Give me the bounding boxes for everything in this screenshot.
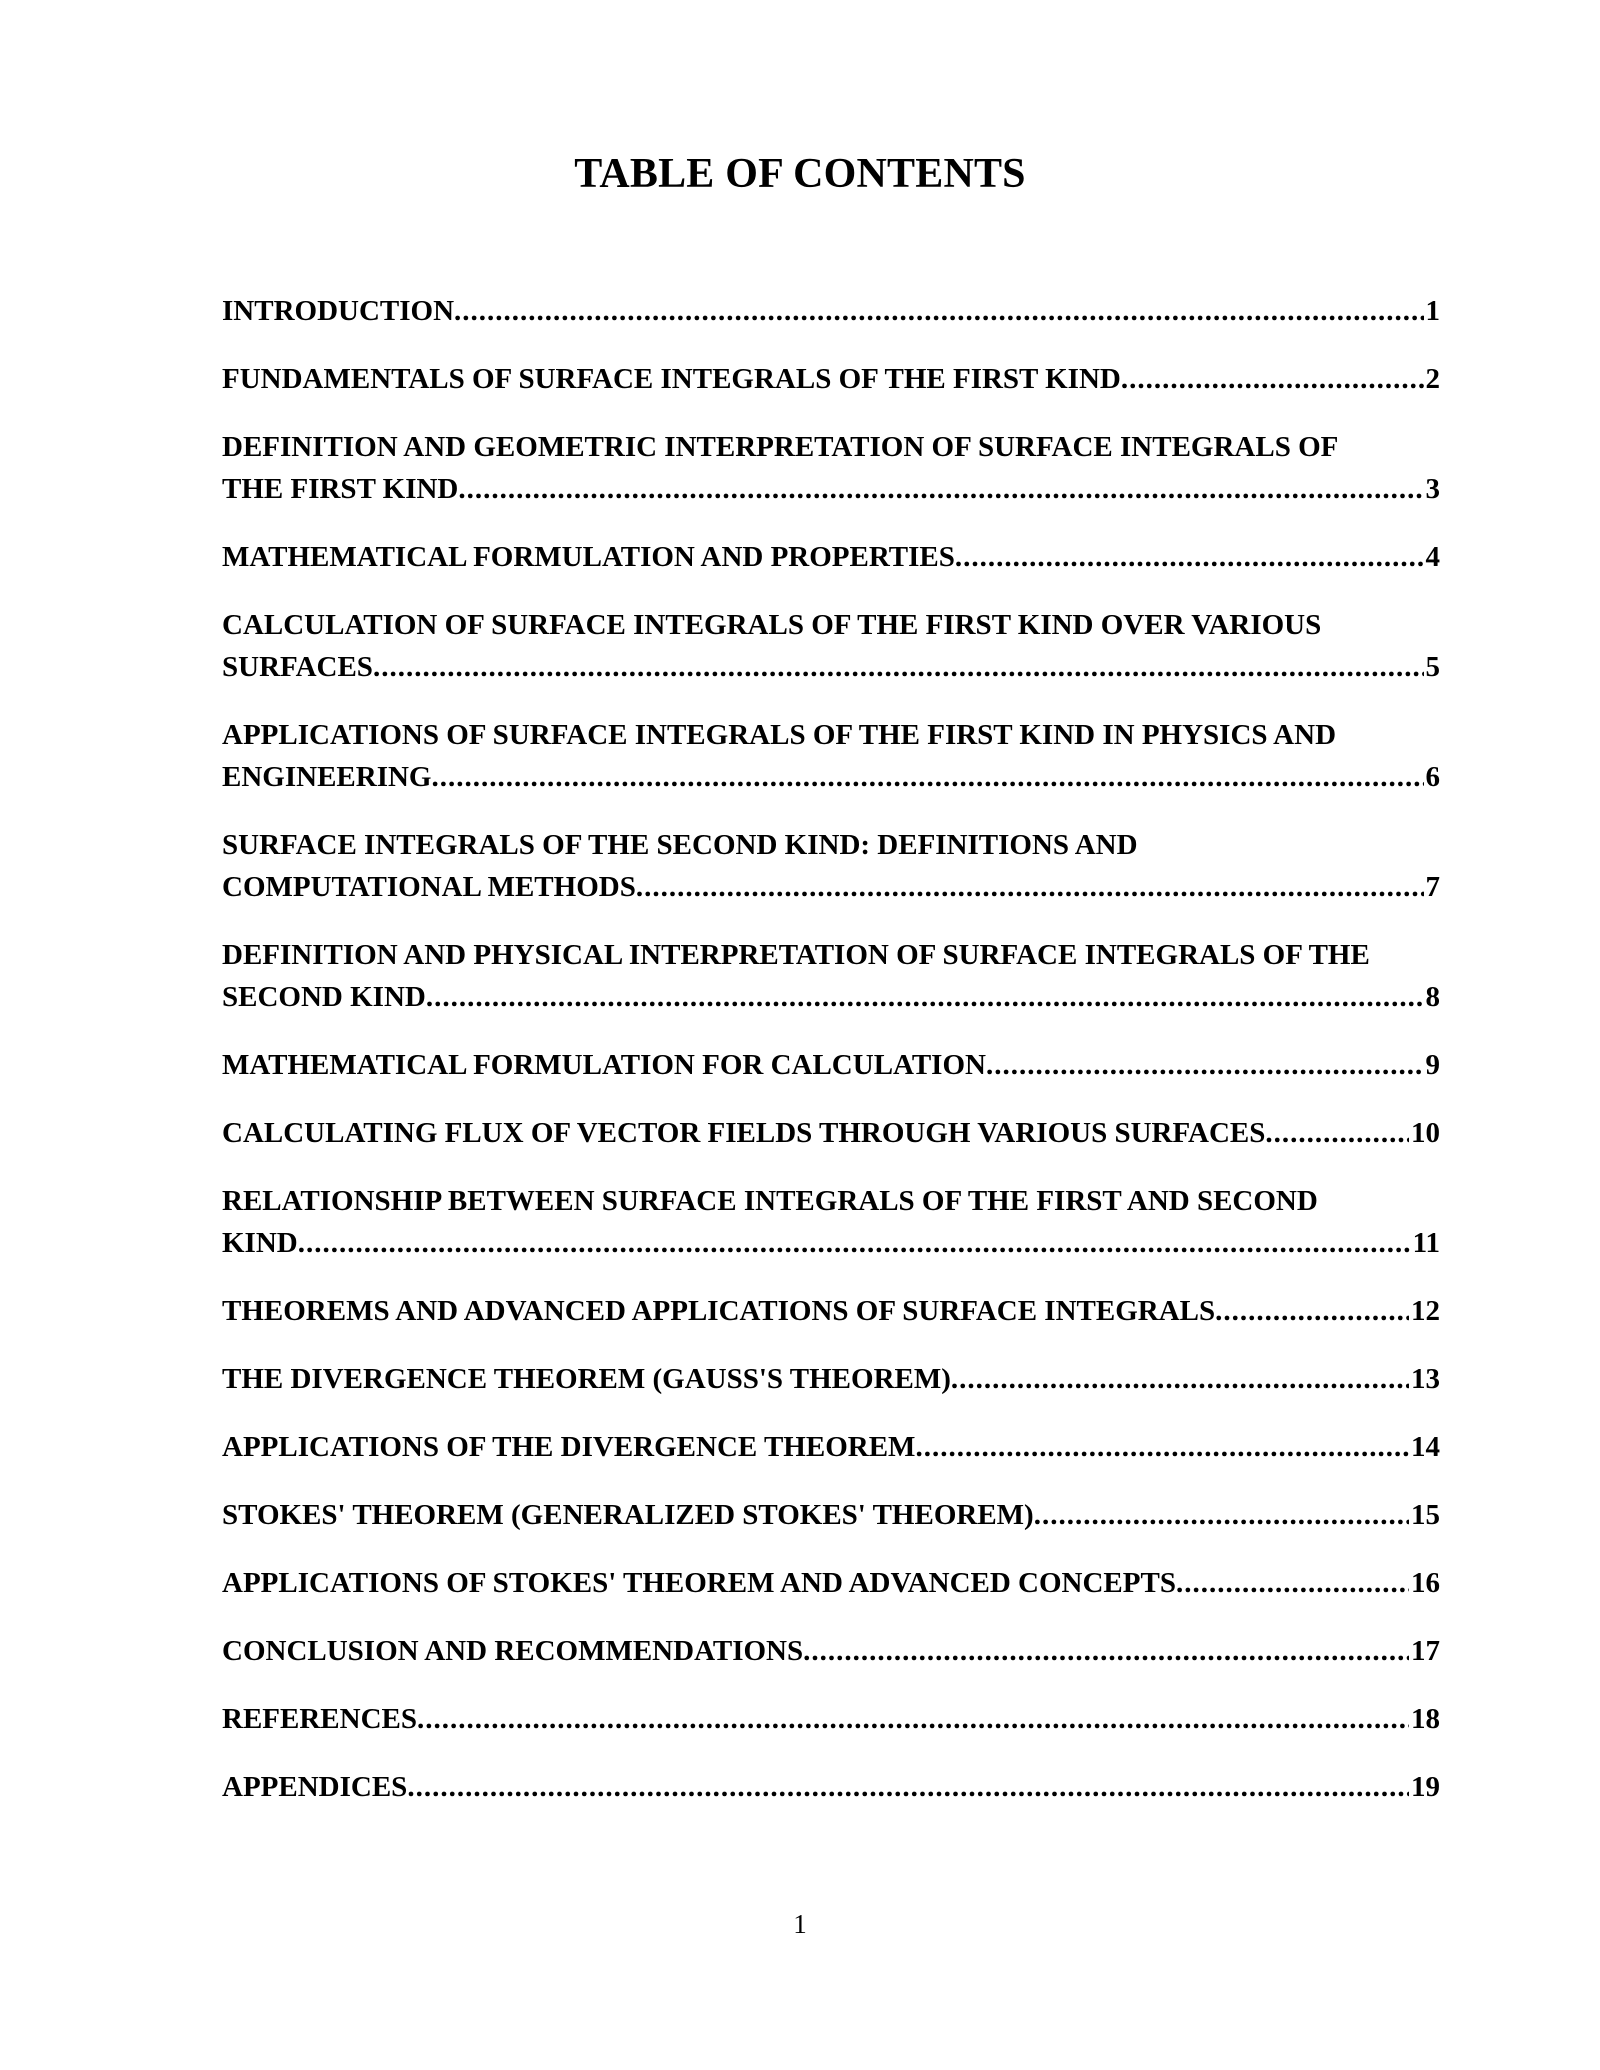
toc-entry[interactable]	[222, 1494, 1440, 1536]
toc-dot-leader	[432, 756, 1424, 798]
toc-entry-title: MATHEMATICAL FORMULATION FOR CALCULATION	[222, 1049, 986, 1081]
toc-page-number: 14	[1411, 1431, 1440, 1463]
toc-entry[interactable]	[222, 1358, 1440, 1400]
toc-entry-line	[222, 866, 1440, 908]
toc-entry[interactable]	[222, 358, 1440, 400]
toc-dot-leader	[915, 1426, 1409, 1468]
toc-page-number: 16	[1411, 1567, 1440, 1599]
toc-entry-line	[222, 1044, 1440, 1086]
toc-entry-title: CONCLUSION AND RECOMMENDATIONS	[222, 1635, 804, 1667]
toc-dot-leader	[407, 1766, 1409, 1808]
toc-entry[interactable]	[222, 1562, 1440, 1604]
toc-entry-line	[222, 468, 1440, 510]
toc-page-number: 17	[1411, 1635, 1440, 1667]
toc-page-number: 15	[1411, 1499, 1440, 1531]
toc-page-number: 1	[1425, 295, 1440, 327]
toc-entry-line	[222, 1766, 1440, 1808]
toc-dot-leader	[426, 976, 1424, 1018]
toc-dot-leader	[417, 1698, 1409, 1740]
toc-dot-leader	[454, 290, 1423, 332]
toc-entry-title-line: APPLICATIONS OF SURFACE INTEGRALS OF THE FIRST KIND IN PHYSICS AND	[222, 719, 1337, 751]
toc-entry-title: MATHEMATICAL FORMULATION AND PROPERTIES	[222, 541, 955, 573]
toc-entry[interactable]	[222, 536, 1440, 578]
toc-entry[interactable]	[222, 1698, 1440, 1740]
toc-dot-leader	[298, 1222, 1411, 1264]
toc-entry-title-line: DEFINITION AND PHYSICAL INTERPRETATION OF SURFACE INTEGRALS OF THE	[222, 939, 1370, 971]
toc-entry-title: APPLICATIONS OF STOKES' THEOREM AND ADVANCED CONCEPTS	[222, 1567, 1176, 1599]
toc-entry-title-line: CALCULATION OF SURFACE INTEGRALS OF THE FIRST KIND OVER VARIOUS	[222, 609, 1322, 641]
toc-entry-title: APPLICATIONS OF THE DIVERGENCE THEOREM	[222, 1431, 916, 1463]
toc-entry[interactable]	[222, 714, 1440, 798]
toc-page-number: 10	[1411, 1117, 1440, 1149]
toc-entry[interactable]	[222, 1112, 1440, 1154]
toc-page-number: 4	[1425, 541, 1440, 573]
toc-page-number: 18	[1411, 1703, 1440, 1735]
toc-entry-title: FUNDAMENTALS OF SURFACE INTEGRALS OF THE FIRST KIND	[222, 363, 1121, 395]
toc-page-number: 7	[1425, 871, 1440, 903]
toc-page-number: 6	[1425, 761, 1440, 793]
toc-entry-line	[222, 536, 1440, 578]
toc-dot-leader	[803, 1630, 1409, 1672]
toc-entry-line	[222, 1698, 1440, 1740]
toc-entry-title-line: DEFINITION AND GEOMETRIC INTERPRETATION OF SURFACE INTEGRALS OF	[222, 431, 1339, 463]
toc-entry-title: KIND	[222, 1227, 298, 1259]
toc-page-number: 12	[1411, 1295, 1440, 1327]
toc-page-number: 19	[1411, 1771, 1440, 1803]
toc-entry-line	[222, 756, 1440, 798]
toc-entry-line	[222, 1426, 1440, 1468]
page-number: 1	[793, 1909, 807, 1939]
toc-entry-line	[222, 358, 1440, 400]
toc-dot-leader	[1265, 1112, 1409, 1154]
toc-entry-title: THE FIRST KIND	[222, 473, 459, 505]
toc-dot-leader	[636, 866, 1424, 908]
toc-entry-title: APPENDICES	[222, 1771, 408, 1803]
toc-entry[interactable]	[222, 1630, 1440, 1672]
toc-entry[interactable]	[222, 1044, 1440, 1086]
toc-page-number: 8	[1425, 981, 1440, 1013]
toc-entry-title: CALCULATING FLUX OF VECTOR FIELDS THROUGH VARIOUS SURFACES	[222, 1117, 1266, 1149]
toc-entry-line	[222, 646, 1440, 688]
toc-entry[interactable]	[222, 290, 1440, 332]
toc-entry-title: THE DIVERGENCE THEOREM (GAUSS'S THEOREM)	[222, 1363, 951, 1395]
toc-entry-title-line: RELATIONSHIP BETWEEN SURFACE INTEGRALS OF THE FIRST AND SECOND	[222, 1185, 1318, 1217]
toc-entry-title: ENGINEERING	[222, 761, 432, 793]
toc-entry[interactable]	[222, 1180, 1440, 1264]
toc-entry[interactable]	[222, 1766, 1440, 1808]
page-title: TABLE OF CONTENTS	[574, 151, 1026, 197]
toc-entry-line	[222, 1562, 1440, 1604]
toc-dot-leader	[373, 646, 1424, 688]
toc-page-number: 11	[1412, 1227, 1440, 1259]
toc-entry-title: SURFACES	[222, 651, 373, 683]
toc-entry-line	[222, 976, 1440, 1018]
toc-dot-leader	[1215, 1290, 1409, 1332]
toc-entry-line	[222, 1494, 1440, 1536]
toc-entry[interactable]	[222, 824, 1440, 908]
toc-entry-line	[222, 1222, 1440, 1264]
toc-page-number: 5	[1425, 651, 1440, 683]
toc-entry-title: THEOREMS AND ADVANCED APPLICATIONS OF SURFACE INTEGRALS	[222, 1295, 1216, 1327]
toc-entry[interactable]	[222, 426, 1440, 510]
toc-dot-leader	[1034, 1494, 1409, 1536]
toc-entry-title: SECOND KIND	[222, 981, 426, 1013]
toc-entry-title-line: SURFACE INTEGRALS OF THE SECOND KIND: DEFINITIONS AND	[222, 829, 1138, 861]
toc-entry-line	[222, 1290, 1440, 1332]
toc-page-number: 2	[1425, 363, 1440, 395]
toc-entry-title: REFERENCES	[222, 1703, 417, 1735]
toc-entry-title: COMPUTATIONAL METHODS	[222, 871, 636, 903]
toc-page-number: 13	[1411, 1363, 1440, 1395]
toc-entry-line	[222, 1358, 1440, 1400]
toc-entry[interactable]	[222, 1426, 1440, 1468]
table-of-contents	[222, 290, 1440, 1834]
toc-entry-line	[222, 290, 1440, 332]
toc-entry-line	[222, 1630, 1440, 1672]
toc-dot-leader	[1176, 1562, 1409, 1604]
toc-entry[interactable]	[222, 934, 1440, 1018]
toc-dot-leader	[986, 1044, 1424, 1086]
toc-dot-leader	[458, 468, 1423, 510]
toc-dot-leader	[955, 536, 1424, 578]
toc-dot-leader	[951, 1358, 1409, 1400]
toc-entry[interactable]	[222, 604, 1440, 688]
toc-entry-title: INTRODUCTION	[222, 295, 455, 327]
toc-page-number: 9	[1425, 1049, 1440, 1081]
toc-page-number: 3	[1425, 473, 1440, 505]
toc-entry[interactable]	[222, 1290, 1440, 1332]
toc-entry-line	[222, 1112, 1440, 1154]
toc-entry-title: STOKES' THEOREM (GENERALIZED STOKES' THEOREM)	[222, 1499, 1034, 1531]
toc-dot-leader	[1121, 358, 1424, 400]
